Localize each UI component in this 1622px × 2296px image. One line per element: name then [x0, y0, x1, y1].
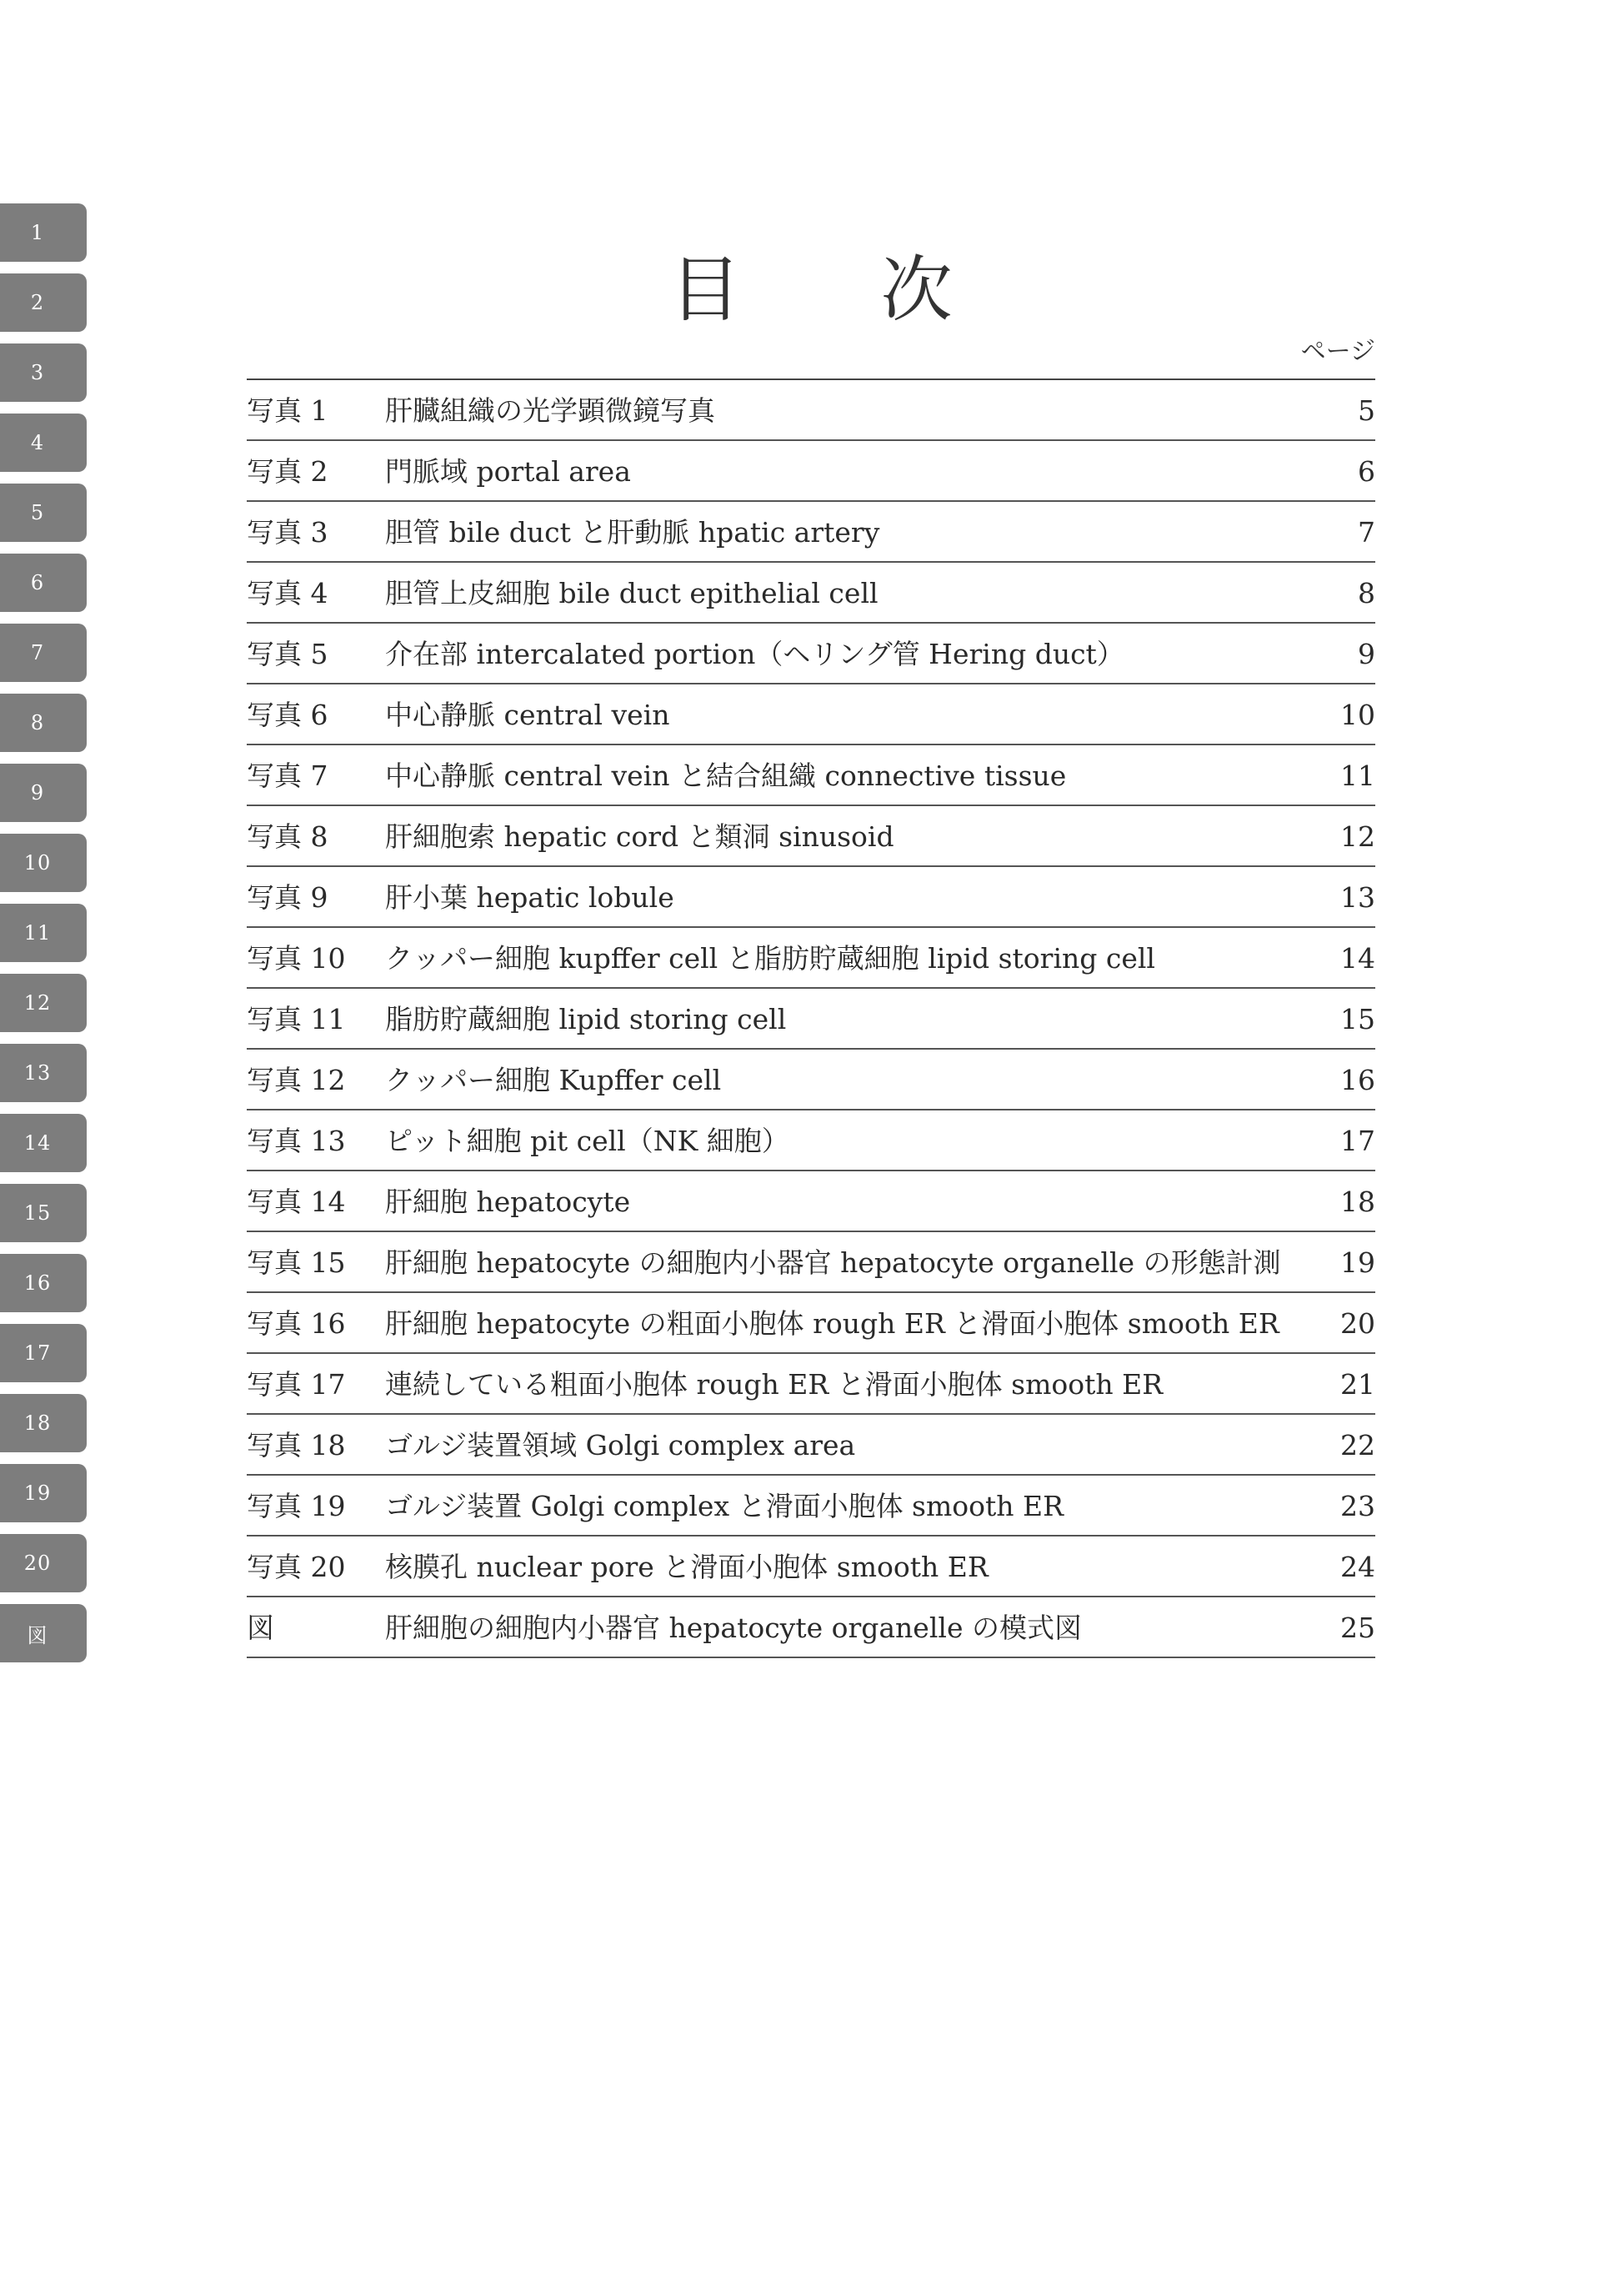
- toc-title: 門脈域 portal area: [385, 455, 631, 488]
- table-of-contents: [247, 378, 1375, 1658]
- toc-label: 写真 11: [247, 1003, 346, 1035]
- chapter-tab-6[interactable]: 6: [0, 554, 87, 612]
- toc-title: 肝細胞 hepatocyte の粗面小胞体 rough ER と滑面小胞体 smooth ER: [385, 1307, 1279, 1340]
- toc-label: 写真 14: [247, 1186, 346, 1218]
- toc-page-number: 25: [1340, 1612, 1375, 1644]
- toc-row[interactable]: [247, 502, 1375, 563]
- toc-label: 写真 9: [247, 881, 328, 914]
- toc-row[interactable]: [247, 1597, 1375, 1658]
- toc-title: 肝細胞索 hepatic cord と類洞 sinusoid: [385, 820, 894, 853]
- toc-page-number: 14: [1340, 942, 1375, 975]
- toc-page-number: 13: [1340, 881, 1375, 914]
- toc-label: 写真 17: [247, 1368, 346, 1401]
- toc-row[interactable]: [247, 867, 1375, 928]
- toc-page-number: 22: [1340, 1429, 1375, 1461]
- toc-row[interactable]: [247, 989, 1375, 1050]
- toc-title: ゴルジ装置 Golgi complex と滑面小胞体 smooth ER: [385, 1490, 1064, 1522]
- chapter-tab-17[interactable]: 17: [0, 1324, 87, 1382]
- toc-page-number: 12: [1340, 820, 1375, 853]
- chapter-tab-13[interactable]: 13: [0, 1044, 87, 1102]
- toc-row[interactable]: [247, 1110, 1375, 1171]
- toc-title: 胆管上皮細胞 bile duct epithelial cell: [385, 577, 879, 609]
- toc-title: 肝細胞 hepatocyte: [385, 1186, 631, 1218]
- toc-page-number: 15: [1340, 1003, 1375, 1035]
- toc-page-number: 9: [1358, 638, 1375, 670]
- toc-title: クッパー細胞 kupffer cell と脂肪貯蔵細胞 lipid storing cell: [385, 942, 1155, 975]
- toc-title: 連続している粗面小胞体 rough ER と滑面小胞体 smooth ER: [385, 1368, 1164, 1401]
- chapter-tab-2[interactable]: 2: [0, 273, 87, 332]
- toc-title: 肝細胞の細胞内小器官 hepatocyte organelle の模式図: [385, 1612, 1082, 1644]
- toc-page-number: 21: [1340, 1368, 1375, 1401]
- toc-page-number: 16: [1340, 1064, 1375, 1096]
- toc-page-number: 6: [1358, 455, 1375, 488]
- toc-page-number: 23: [1340, 1490, 1375, 1522]
- toc-row[interactable]: [247, 1537, 1375, 1597]
- toc-label: 写真 20: [247, 1551, 346, 1583]
- toc-row[interactable]: [247, 1171, 1375, 1232]
- toc-label: 写真 2: [247, 455, 328, 488]
- toc-label: 写真 6: [247, 699, 328, 731]
- chapter-tab-7[interactable]: 7: [0, 624, 87, 682]
- toc-page-number: 18: [1340, 1186, 1375, 1218]
- toc-label: 写真 5: [247, 638, 328, 670]
- toc-title: 胆管 bile duct と肝動脈 hpatic artery: [385, 516, 880, 549]
- toc-title: 肝細胞 hepatocyte の細胞内小器官 hepatocyte organelle の形態計測: [385, 1246, 1281, 1279]
- toc-row[interactable]: [247, 928, 1375, 989]
- toc-row[interactable]: [247, 1293, 1375, 1354]
- chapter-tab-14[interactable]: 14: [0, 1114, 87, 1172]
- toc-label: 写真 12: [247, 1064, 346, 1096]
- page-title: 目 次: [669, 248, 1011, 332]
- toc-page-number: 11: [1340, 759, 1375, 792]
- toc-page-number: 10: [1340, 699, 1375, 731]
- toc-title: 中心静脈 central vein: [385, 699, 670, 731]
- page-column-header: ページ: [1300, 337, 1375, 366]
- toc-row[interactable]: [247, 1415, 1375, 1476]
- toc-label: 写真 3: [247, 516, 328, 549]
- toc-page-number: 5: [1358, 394, 1375, 427]
- toc-label: 写真 13: [247, 1125, 346, 1157]
- toc-row[interactable]: [247, 563, 1375, 624]
- toc-row[interactable]: [247, 806, 1375, 867]
- toc-title: ゴルジ装置領域 Golgi complex area: [385, 1429, 856, 1461]
- chapter-tab-5[interactable]: 5: [0, 484, 87, 542]
- chapter-tab-3[interactable]: 3: [0, 343, 87, 402]
- toc-row[interactable]: [247, 1050, 1375, 1110]
- toc-title: 介在部 intercalated portion（ヘリング管 Hering duct）: [385, 638, 1124, 670]
- chapter-tab-8[interactable]: 8: [0, 694, 87, 752]
- toc-page-number: 7: [1358, 516, 1375, 549]
- chapter-tab-11[interactable]: 11: [0, 904, 87, 962]
- toc-title: 中心静脈 central vein と結合組織 connective tissue: [385, 759, 1067, 792]
- chapter-tab-20[interactable]: 20: [0, 1534, 87, 1592]
- toc-label: 図: [247, 1612, 274, 1644]
- toc-page-number: 20: [1340, 1307, 1375, 1340]
- chapter-tab-figure[interactable]: 図: [0, 1604, 87, 1662]
- toc-title: クッパー細胞 Kupffer cell: [385, 1064, 722, 1096]
- toc-page-number: 8: [1358, 577, 1375, 609]
- toc-label: 写真 15: [247, 1246, 346, 1279]
- toc-label: 写真 10: [247, 942, 346, 975]
- toc-label: 写真 16: [247, 1307, 346, 1340]
- toc-row[interactable]: [247, 624, 1375, 684]
- toc-row[interactable]: [247, 684, 1375, 745]
- toc-label: 写真 8: [247, 820, 328, 853]
- toc-row[interactable]: [247, 1476, 1375, 1537]
- chapter-tab-18[interactable]: 18: [0, 1394, 87, 1452]
- toc-row[interactable]: [247, 1232, 1375, 1293]
- toc-label: 写真 7: [247, 759, 328, 792]
- toc-title: 脂肪貯蔵細胞 lipid storing cell: [385, 1003, 787, 1035]
- toc-label: 写真 18: [247, 1429, 346, 1461]
- toc-page-number: 24: [1340, 1551, 1375, 1583]
- chapter-tab-16[interactable]: 16: [0, 1254, 87, 1312]
- chapter-tab-4[interactable]: 4: [0, 414, 87, 472]
- toc-label: 写真 19: [247, 1490, 346, 1522]
- chapter-tab-15[interactable]: 15: [0, 1184, 87, 1242]
- chapter-tab-9[interactable]: 9: [0, 764, 87, 822]
- toc-label: 写真 4: [247, 577, 328, 609]
- toc-title: 肝臓組織の光学顕微鏡写真: [385, 394, 715, 427]
- toc-page-number: 19: [1340, 1246, 1375, 1279]
- chapter-tab-12[interactable]: 12: [0, 974, 87, 1032]
- toc-row[interactable]: [247, 380, 1375, 441]
- toc-page-number: 17: [1340, 1125, 1375, 1157]
- toc-row[interactable]: [247, 745, 1375, 806]
- toc-row[interactable]: [247, 1354, 1375, 1415]
- toc-title: 核膜孔 nuclear pore と滑面小胞体 smooth ER: [385, 1551, 989, 1583]
- chapter-tab-10[interactable]: 10: [0, 834, 87, 892]
- toc-label: 写真 1: [247, 394, 328, 427]
- toc-title: ピット細胞 pit cell（NK 細胞）: [385, 1125, 789, 1157]
- chapter-tab-1[interactable]: 1: [0, 203, 87, 262]
- chapter-tab-19[interactable]: 19: [0, 1464, 87, 1522]
- toc-row[interactable]: [247, 441, 1375, 502]
- toc-title: 肝小葉 hepatic lobule: [385, 881, 674, 914]
